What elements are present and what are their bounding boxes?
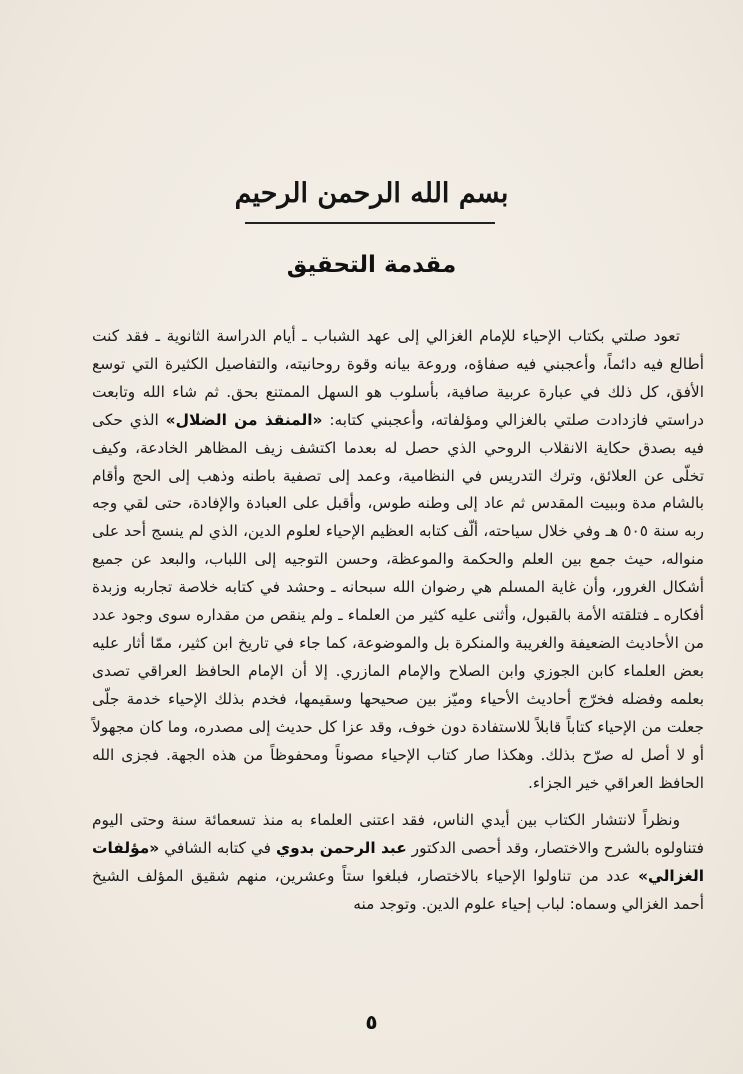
text-segment: الذي حكى فيه بصدق حكاية الانقلاب الروحي الذي حصل له بعدما اكتشف زيف المظاهر الخادعة، وكيف تخلّى عن العلائق، وترك التدريس في النظامية، وعمد إلى تصفية باطنه وذهب إلى الحج وأقام بالشام مدة وببيت المقدس ثم عاد إلى وطنه طوس، وأقبل على العبادة والإفادة، حتى لقي وجه ربه سنة ٥٠٥ هـ وفي خلال سياحته، ألّف كتابه العظيم الإحياء لعلوم الدين، الذي لم ينسج أحد على منواله، حيث جمع بين العلم والحكمة والموعظة، وحسن التوجيه إلى اللباب، والبعد عن جميع أشكال الغرور، وأن غاية المسلم هي رضوان الله سبحانه ـ وحشد في كتابه خلاصة تجاربه وزبدة أفكاره ـ فتلقته الأمة بالقبول، وأثنى عليه كثير من العلماء ـ ولم ينقص من مقداره سوى وجود عدد من الأحاديث الضعيفة والغريبة والمنكرة بل والموضوعة، كما جاء في تاريخ ابن كثير، ممّا أثار عليه بعض العلماء كابن الجوزي وابن الصلاح والإمام المازري. إلا أن الإمام الحافظ العراقي تصدى بعلمه وفضله فخرّج أحاديث الأحياء وميّز بين صحيحها وسقيمها، فخدم بذلك الإحياء خدمة جلّى جعلت من الإحياء كتاباً قابلاً للاستفادة دون خوف، وقد عزا كل حديث إلى مصدره، وما كان مجهولاً أو لا أصل له صرّح بذلك. وهكذا صار كتاب الإحياء مصوناً ومحفوظاً من هذه الجهة. فجزى الله الحافظ العراقي خير الجزاء.: [92, 410, 704, 792]
page-title: مقدمة التحقيق: [286, 252, 457, 278]
paragraph-1: [92, 323, 704, 797]
text-segment: في كتابه الشافي: [159, 839, 276, 858]
paragraph-2: [92, 807, 704, 919]
text-segment: تعود صلتي بكتاب الإحياء للإمام الغزالي إلى عهد الشباب ـ أيام الدراسة الثانوية ـ فقد كنت أطالع فيه دائماً، وأعجبني فيه صفاؤه، وروعة بيانه وقوة روحانيته، والتفاصيل الكثيرة التي توسع الأفق، كل ذلك في عبارة عربية صافية، بأسلوب هو السهل الممتنع بحق. ثم شاء الله وتابعت دراستي فازدادت صلتي بالغزالي ومؤلفاته، وأعجبني كتابه:: [92, 327, 704, 429]
page-number: ٥: [365, 1010, 378, 1034]
basmala-heading: بسم الله الرحمن الرحيم: [234, 178, 509, 209]
text-segment: عدد من تناولوا الإحياء بالاختصار، فبلغوا ستاً وعشرين، منهم شقيق المؤلف الشيخ أحمد الغزالي وسماه: لباب إحياء علوم الدين. وتوجد منه: [92, 867, 704, 914]
author-name-badawi: عبد الرحمن بدوي: [275, 839, 407, 858]
text-segment: ونظراً لانتشار الكتاب بين أيدي الناس، فقد اعتنى العلماء به منذ تسعمائة سنة وحتى اليوم فتناولوه بالشرح والاختصار، وقد أحصى الدكتور: [92, 811, 704, 858]
book-title-muallafat: «مؤلفات الغزالي»: [92, 839, 704, 886]
basmala-underline: [245, 222, 495, 224]
body-text: [92, 323, 704, 919]
book-title-munqidh: «المنقذ من الضلال»: [165, 410, 323, 429]
